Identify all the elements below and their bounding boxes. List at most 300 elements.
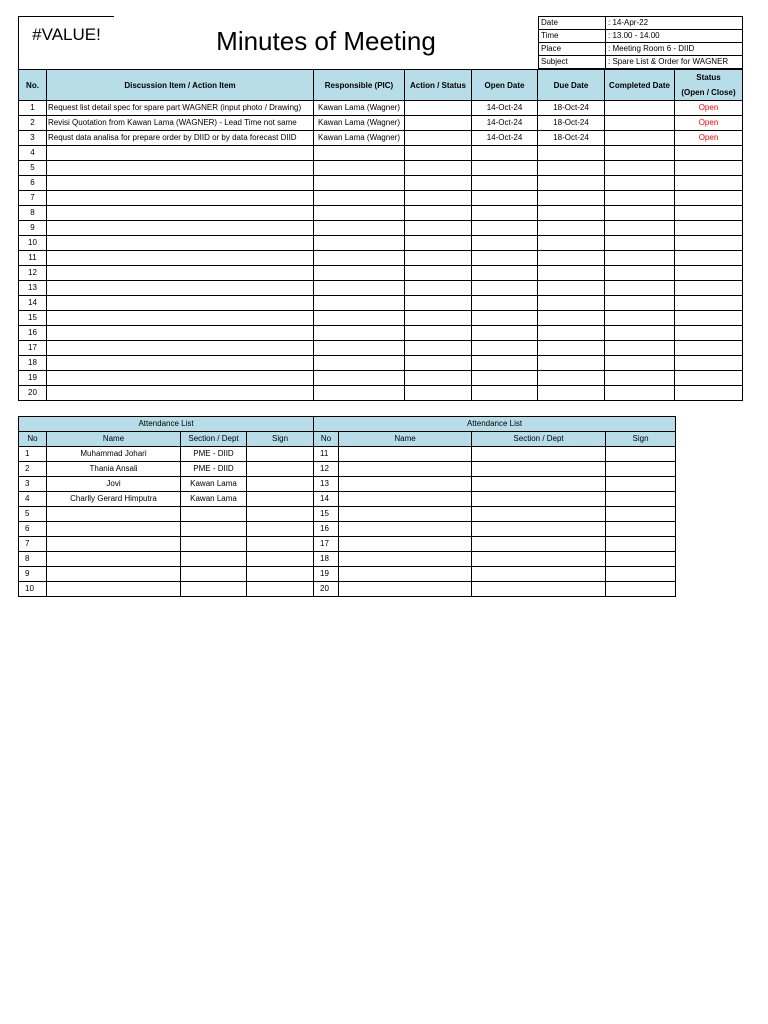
- open-date[interactable]: [472, 206, 538, 221]
- open-date[interactable]: [472, 386, 538, 401]
- attendee-no[interactable]: 12: [314, 462, 339, 477]
- attendee-name[interactable]: [47, 552, 181, 567]
- attendee-no[interactable]: 4: [19, 492, 47, 507]
- responsible-pic[interactable]: [314, 221, 405, 236]
- status-open-close[interactable]: [675, 281, 743, 296]
- status-header-line2: (Open / Close): [681, 88, 736, 97]
- attendance-row: [19, 477, 676, 492]
- att-header-sign[interactable]: Sign: [247, 432, 314, 447]
- attendee-name[interactable]: [339, 567, 472, 582]
- status-open-close[interactable]: [675, 251, 743, 266]
- attendee-name[interactable]: [339, 537, 472, 552]
- open-date[interactable]: [472, 371, 538, 386]
- attendee-no[interactable]: 17: [314, 537, 339, 552]
- attendee-section[interactable]: Kawan Lama: [181, 492, 247, 507]
- att-header-no[interactable]: No: [19, 432, 47, 447]
- attendee-no[interactable]: 2: [19, 462, 47, 477]
- responsible-pic[interactable]: [314, 206, 405, 221]
- attendee-sign[interactable]: [247, 522, 314, 537]
- completed-date[interactable]: [605, 296, 675, 311]
- attendee-sign[interactable]: [247, 492, 314, 507]
- responsible-pic[interactable]: [314, 191, 405, 206]
- open-date[interactable]: [472, 326, 538, 341]
- status-open-close[interactable]: Open: [675, 101, 743, 116]
- discussion-item[interactable]: [47, 251, 314, 266]
- attendee-no[interactable]: 18: [314, 552, 339, 567]
- attendee-no[interactable]: 13: [314, 477, 339, 492]
- action-status[interactable]: [405, 326, 472, 341]
- attendee-sign[interactable]: [606, 582, 676, 597]
- due-date[interactable]: [538, 221, 605, 236]
- status-open-close[interactable]: [675, 341, 743, 356]
- row-no[interactable]: 2: [19, 116, 47, 131]
- attendee-sign[interactable]: [606, 447, 676, 462]
- responsible-pic[interactable]: [314, 356, 405, 371]
- attendee-sign[interactable]: [606, 552, 676, 567]
- open-date[interactable]: 14-Oct-24: [472, 116, 538, 131]
- completed-date[interactable]: [605, 146, 675, 161]
- table-row: [19, 101, 743, 116]
- status-open-close[interactable]: [675, 191, 743, 206]
- status-open-close[interactable]: [675, 386, 743, 401]
- action-status[interactable]: [405, 341, 472, 356]
- due-date[interactable]: [538, 236, 605, 251]
- status-open-close[interactable]: [675, 326, 743, 341]
- completed-date[interactable]: [605, 266, 675, 281]
- attendee-section[interactable]: [472, 537, 606, 552]
- table-row: [19, 146, 743, 161]
- discussion-item[interactable]: [47, 356, 314, 371]
- status-header-line1: Status: [696, 73, 721, 82]
- attendee-section[interactable]: [472, 492, 606, 507]
- due-date[interactable]: [538, 356, 605, 371]
- due-date[interactable]: 18-Oct-24: [538, 116, 605, 131]
- attendance-row: [19, 522, 676, 537]
- responsible-pic[interactable]: [314, 311, 405, 326]
- attendee-section[interactable]: PME - DIID: [181, 447, 247, 462]
- completed-date[interactable]: [605, 131, 675, 146]
- table-row: [19, 116, 743, 131]
- status-open-close[interactable]: [675, 296, 743, 311]
- attendee-name[interactable]: Muhammad Johari: [47, 447, 181, 462]
- completed-date[interactable]: [605, 326, 675, 341]
- table-row: [19, 281, 743, 296]
- attendee-name[interactable]: [47, 537, 181, 552]
- status-open-close[interactable]: Open: [675, 116, 743, 131]
- attendee-sign[interactable]: [606, 477, 676, 492]
- responsible-pic[interactable]: [314, 371, 405, 386]
- responsible-pic[interactable]: Kawan Lama (Wagner): [314, 131, 405, 146]
- row-no[interactable]: 11: [19, 251, 47, 266]
- row-no[interactable]: 3: [19, 131, 47, 146]
- open-date[interactable]: [472, 296, 538, 311]
- responsible-pic[interactable]: Kawan Lama (Wagner): [314, 101, 405, 116]
- attendee-no[interactable]: 7: [19, 537, 47, 552]
- attendee-sign[interactable]: [247, 462, 314, 477]
- attendee-name[interactable]: Jovi: [47, 477, 181, 492]
- row-no[interactable]: 1: [19, 101, 47, 116]
- attendee-no[interactable]: 20: [314, 582, 339, 597]
- discussion-item[interactable]: [47, 146, 314, 161]
- action-status[interactable]: [405, 101, 472, 116]
- attendance-row: [19, 567, 676, 582]
- completed-date[interactable]: [605, 386, 675, 401]
- attendee-no[interactable]: 16: [314, 522, 339, 537]
- status-open-close[interactable]: [675, 161, 743, 176]
- attendee-no[interactable]: 19: [314, 567, 339, 582]
- attendee-name[interactable]: [339, 492, 472, 507]
- attendee-sign[interactable]: [247, 582, 314, 597]
- discussion-item[interactable]: [47, 386, 314, 401]
- col-header-completed[interactable]: Completed Date: [605, 70, 675, 101]
- info-label[interactable]: Place: [539, 43, 606, 56]
- table-row: [19, 251, 743, 266]
- attendee-name[interactable]: [339, 462, 472, 477]
- due-date[interactable]: [538, 311, 605, 326]
- discussion-item[interactable]: [47, 206, 314, 221]
- action-status[interactable]: [405, 161, 472, 176]
- status-open-close[interactable]: [675, 266, 743, 281]
- attendee-section[interactable]: PME - DIID: [181, 462, 247, 477]
- responsible-pic[interactable]: [314, 176, 405, 191]
- attendee-section[interactable]: Kawan Lama: [181, 477, 247, 492]
- table-row: [19, 221, 743, 236]
- completed-date[interactable]: [605, 116, 675, 131]
- attendee-section[interactable]: [181, 507, 247, 522]
- responsible-pic[interactable]: [314, 146, 405, 161]
- responsible-pic[interactable]: [314, 236, 405, 251]
- attendee-no[interactable]: 11: [314, 447, 339, 462]
- open-date[interactable]: [472, 161, 538, 176]
- discussion-item[interactable]: [47, 311, 314, 326]
- action-status[interactable]: [405, 191, 472, 206]
- completed-date[interactable]: [605, 101, 675, 116]
- status-open-close[interactable]: [675, 371, 743, 386]
- attendee-section[interactable]: [472, 462, 606, 477]
- attendee-sign[interactable]: [606, 522, 676, 537]
- attendee-no[interactable]: 14: [314, 492, 339, 507]
- row-no[interactable]: 10: [19, 236, 47, 251]
- due-date[interactable]: [538, 281, 605, 296]
- table-row: [19, 161, 743, 176]
- due-date[interactable]: [538, 341, 605, 356]
- info-label[interactable]: Subject: [539, 56, 606, 69]
- discussion-item[interactable]: [47, 266, 314, 281]
- attendee-no[interactable]: 8: [19, 552, 47, 567]
- att-header-name[interactable]: Name: [47, 432, 181, 447]
- open-date[interactable]: [472, 311, 538, 326]
- attendance-row: [19, 462, 676, 477]
- attendee-name[interactable]: Charlly Gerard Himputra: [47, 492, 181, 507]
- attendance-row: [19, 507, 676, 522]
- action-status[interactable]: [405, 176, 472, 191]
- open-date[interactable]: [472, 266, 538, 281]
- table-row: [19, 341, 743, 356]
- discussion-item[interactable]: Revisi Quotation from Kawan Lama (WAGNER) - Lead Time not same: [47, 116, 314, 131]
- open-date[interactable]: [472, 236, 538, 251]
- attendee-section[interactable]: [472, 552, 606, 567]
- row-no[interactable]: 14: [19, 296, 47, 311]
- action-status[interactable]: [405, 146, 472, 161]
- attendee-section[interactable]: [472, 522, 606, 537]
- action-status[interactable]: [405, 296, 472, 311]
- discussion-item[interactable]: [47, 176, 314, 191]
- table-row: [19, 311, 743, 326]
- value-error-cell[interactable]: #VALUE!: [18, 16, 114, 71]
- table-row: [19, 176, 743, 191]
- open-date[interactable]: 14-Oct-24: [472, 131, 538, 146]
- table-row: [19, 206, 743, 221]
- attendance-table: [18, 416, 676, 597]
- action-status[interactable]: [405, 356, 472, 371]
- attendee-name[interactable]: [339, 552, 472, 567]
- info-label[interactable]: Time: [539, 30, 606, 43]
- info-value[interactable]: : Meeting Room 6 - DIID: [606, 43, 743, 56]
- open-date[interactable]: [472, 281, 538, 296]
- attendee-no[interactable]: 5: [19, 507, 47, 522]
- completed-date[interactable]: [605, 161, 675, 176]
- completed-date[interactable]: [605, 356, 675, 371]
- attendee-name[interactable]: Thania Ansali: [47, 462, 181, 477]
- attendee-section[interactable]: [472, 447, 606, 462]
- status-open-close[interactable]: [675, 206, 743, 221]
- open-date[interactable]: [472, 341, 538, 356]
- row-no[interactable]: 17: [19, 341, 47, 356]
- col-header-due-date[interactable]: Due Date: [538, 70, 605, 101]
- discussion-item[interactable]: [47, 281, 314, 296]
- attendance-row: [19, 537, 676, 552]
- row-no[interactable]: 16: [19, 326, 47, 341]
- attendee-section[interactable]: [472, 507, 606, 522]
- action-status[interactable]: [405, 371, 472, 386]
- att-header-sign[interactable]: Sign: [606, 432, 676, 447]
- completed-date[interactable]: [605, 236, 675, 251]
- due-date[interactable]: [538, 266, 605, 281]
- document-header: [18, 16, 742, 70]
- discussion-item[interactable]: Request list detail spec for spare part WAGNER (input photo / Drawing): [47, 101, 314, 116]
- attendee-sign[interactable]: [606, 507, 676, 522]
- col-header-pic[interactable]: Responsible (PIC): [314, 70, 405, 101]
- action-status[interactable]: [405, 221, 472, 236]
- attendance-row: [19, 552, 676, 567]
- attendee-sign[interactable]: [606, 537, 676, 552]
- completed-date[interactable]: [605, 371, 675, 386]
- attendee-no[interactable]: 10: [19, 582, 47, 597]
- meeting-info-table: [538, 16, 743, 69]
- completed-date[interactable]: [605, 281, 675, 296]
- status-open-close[interactable]: [675, 356, 743, 371]
- row-no[interactable]: 18: [19, 356, 47, 371]
- responsible-pic[interactable]: [314, 296, 405, 311]
- action-status[interactable]: [405, 281, 472, 296]
- status-open-close[interactable]: Open: [675, 131, 743, 146]
- due-date[interactable]: [538, 251, 605, 266]
- row-no[interactable]: 15: [19, 311, 47, 326]
- attendance-title-right[interactable]: Attendance List: [314, 417, 676, 432]
- row-no[interactable]: 6: [19, 176, 47, 191]
- col-header-action[interactable]: Action / Status: [405, 70, 472, 101]
- open-date[interactable]: [472, 221, 538, 236]
- attendee-section[interactable]: [181, 537, 247, 552]
- completed-date[interactable]: [605, 221, 675, 236]
- col-header-no[interactable]: No.: [19, 70, 47, 101]
- table-row: [19, 326, 743, 341]
- responsible-pic[interactable]: [314, 281, 405, 296]
- info-value[interactable]: : Spare List & Order for WAGNER: [606, 56, 743, 69]
- discussion-item[interactable]: [47, 191, 314, 206]
- action-status[interactable]: [405, 131, 472, 146]
- responsible-pic[interactable]: [314, 266, 405, 281]
- open-date[interactable]: [472, 191, 538, 206]
- due-date[interactable]: [538, 326, 605, 341]
- table-row: [19, 356, 743, 371]
- completed-date[interactable]: [605, 206, 675, 221]
- status-open-close[interactable]: [675, 146, 743, 161]
- attendee-sign[interactable]: [247, 567, 314, 582]
- due-date[interactable]: 18-Oct-24: [538, 101, 605, 116]
- attendee-section[interactable]: [472, 567, 606, 582]
- due-date[interactable]: [538, 176, 605, 191]
- attendee-name[interactable]: [339, 522, 472, 537]
- attendee-sign[interactable]: [247, 477, 314, 492]
- open-date[interactable]: 14-Oct-24: [472, 101, 538, 116]
- discussion-item[interactable]: [47, 371, 314, 386]
- action-status[interactable]: [405, 236, 472, 251]
- info-row-time: [539, 30, 743, 43]
- action-status[interactable]: [405, 251, 472, 266]
- attendee-sign[interactable]: [606, 492, 676, 507]
- responsible-pic[interactable]: [314, 386, 405, 401]
- info-value[interactable]: : 14-Apr-22: [606, 17, 743, 30]
- attendance-row: [19, 582, 676, 597]
- action-status[interactable]: [405, 206, 472, 221]
- info-row-subject: [539, 56, 743, 69]
- table-row: [19, 266, 743, 281]
- completed-date[interactable]: [605, 251, 675, 266]
- attendee-sign[interactable]: [606, 462, 676, 477]
- attendee-section[interactable]: [472, 477, 606, 492]
- attendee-sign[interactable]: [247, 552, 314, 567]
- responsible-pic[interactable]: [314, 161, 405, 176]
- info-value[interactable]: : 13.00 - 14.00: [606, 30, 743, 43]
- col-header-open-date[interactable]: Open Date: [472, 70, 538, 101]
- status-open-close[interactable]: [675, 311, 743, 326]
- due-date[interactable]: [538, 296, 605, 311]
- attendee-name[interactable]: [47, 507, 181, 522]
- completed-date[interactable]: [605, 311, 675, 326]
- table-row: [19, 191, 743, 206]
- attendee-name[interactable]: [339, 582, 472, 597]
- attendee-sign[interactable]: [247, 447, 314, 462]
- discussion-item[interactable]: [47, 341, 314, 356]
- att-header-section[interactable]: Section / Dept: [472, 432, 606, 447]
- responsible-pic[interactable]: [314, 251, 405, 266]
- attendee-sign[interactable]: [606, 567, 676, 582]
- open-date[interactable]: [472, 176, 538, 191]
- open-date[interactable]: [472, 251, 538, 266]
- due-date[interactable]: 18-Oct-24: [538, 131, 605, 146]
- row-no[interactable]: 5: [19, 161, 47, 176]
- completed-date[interactable]: [605, 191, 675, 206]
- attendee-name[interactable]: [339, 477, 472, 492]
- responsible-pic[interactable]: Kawan Lama (Wagner): [314, 116, 405, 131]
- action-status[interactable]: [405, 266, 472, 281]
- due-date[interactable]: [538, 146, 605, 161]
- discussion-item[interactable]: [47, 296, 314, 311]
- attendee-no[interactable]: 1: [19, 447, 47, 462]
- discussion-item[interactable]: [47, 236, 314, 251]
- completed-date[interactable]: [605, 176, 675, 191]
- row-no[interactable]: 9: [19, 221, 47, 236]
- attendance-title-left[interactable]: Attendance List: [19, 417, 314, 432]
- attendee-sign[interactable]: [247, 537, 314, 552]
- due-date[interactable]: [538, 386, 605, 401]
- info-label[interactable]: Date: [539, 17, 606, 30]
- attendee-name[interactable]: [47, 522, 181, 537]
- row-no[interactable]: 8: [19, 206, 47, 221]
- attendance-header-row: [19, 432, 676, 447]
- discussion-item[interactable]: [47, 326, 314, 341]
- due-date[interactable]: [538, 161, 605, 176]
- col-header-status[interactable]: [675, 70, 743, 101]
- due-date[interactable]: [538, 371, 605, 386]
- att-header-section[interactable]: Section / Dept: [181, 432, 247, 447]
- attendee-name[interactable]: [339, 507, 472, 522]
- attendance-row: [19, 447, 676, 462]
- status-open-close[interactable]: [675, 176, 743, 191]
- row-no[interactable]: 13: [19, 281, 47, 296]
- discussion-item[interactable]: Requst data analisa for prepare order by DIID or by data forecast DIID: [47, 131, 314, 146]
- attendee-name[interactable]: [339, 447, 472, 462]
- action-status[interactable]: [405, 386, 472, 401]
- attendee-sign[interactable]: [247, 507, 314, 522]
- status-open-close[interactable]: [675, 221, 743, 236]
- attendee-no[interactable]: 6: [19, 522, 47, 537]
- row-no[interactable]: 19: [19, 371, 47, 386]
- attendee-no[interactable]: 3: [19, 477, 47, 492]
- due-date[interactable]: [538, 206, 605, 221]
- open-date[interactable]: [472, 146, 538, 161]
- row-no[interactable]: 20: [19, 386, 47, 401]
- attendee-name[interactable]: [47, 567, 181, 582]
- responsible-pic[interactable]: [314, 341, 405, 356]
- attendee-section[interactable]: [181, 552, 247, 567]
- row-no[interactable]: 12: [19, 266, 47, 281]
- attendee-section[interactable]: [181, 582, 247, 597]
- attendee-name[interactable]: [47, 582, 181, 597]
- action-status[interactable]: [405, 116, 472, 131]
- due-date[interactable]: [538, 191, 605, 206]
- table-row: [19, 296, 743, 311]
- row-no[interactable]: 7: [19, 191, 47, 206]
- status-open-close[interactable]: [675, 236, 743, 251]
- attendee-no[interactable]: 15: [314, 507, 339, 522]
- attendee-section[interactable]: [472, 582, 606, 597]
- col-header-item[interactable]: Discussion Item / Action Item: [47, 70, 314, 101]
- discussion-item[interactable]: [47, 221, 314, 236]
- attendee-section[interactable]: [181, 567, 247, 582]
- responsible-pic[interactable]: [314, 326, 405, 341]
- row-no[interactable]: 4: [19, 146, 47, 161]
- completed-date[interactable]: [605, 341, 675, 356]
- att-header-no[interactable]: No: [314, 432, 339, 447]
- attendee-section[interactable]: [181, 522, 247, 537]
- discussion-item[interactable]: [47, 161, 314, 176]
- attendee-no[interactable]: 9: [19, 567, 47, 582]
- att-header-name[interactable]: Name: [339, 432, 472, 447]
- open-date[interactable]: [472, 356, 538, 371]
- action-status[interactable]: [405, 311, 472, 326]
